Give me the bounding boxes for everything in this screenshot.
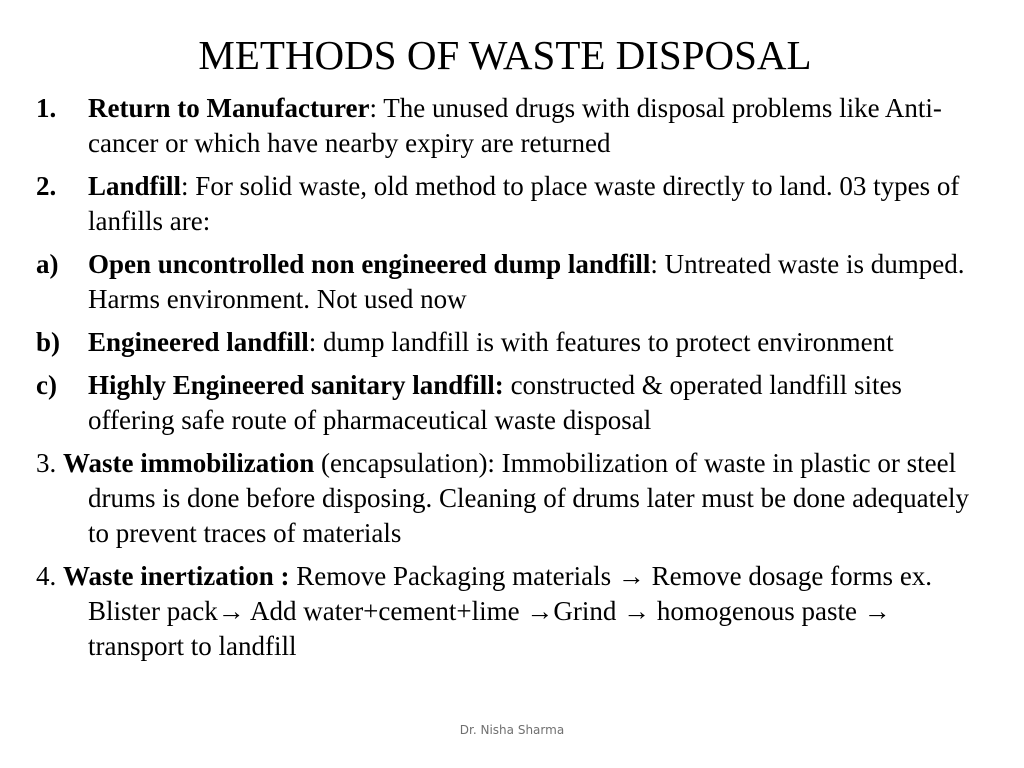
- list-marker: 2.: [36, 171, 57, 201]
- item-heading: Waste immobilization: [63, 448, 315, 478]
- slide-footer-author: Dr. Nisha Sharma: [459, 723, 565, 737]
- list-marker: 4.: [36, 561, 57, 591]
- list-marker: c): [36, 370, 57, 400]
- item-text: : Untreated waste is dumped. Harms environment. Not used now: [88, 249, 965, 314]
- slide-body: [36, 91, 986, 672]
- item-text: Remove Packaging materials → Remove dosage forms ex. Blister pack→ Add water+cement+lime →Grind → homogenous paste → transport to landfill: [88, 561, 933, 661]
- list-item-waste-inertization: [36, 559, 986, 664]
- item-text: : dump landfill is with features to protect environment: [308, 327, 894, 357]
- list-marker: 1.: [36, 93, 57, 123]
- item-text: : For solid waste, old method to place waste directly to land. 03 types of lanfills are:: [88, 171, 960, 236]
- item-heading: Highly Engineered sanitary landfill:: [88, 370, 504, 400]
- item-text: (encapsulation): Immobilization of waste in plastic or steel drums is done before disposing. Cleaning of drums later must be done adequately to prevent traces of materials: [88, 448, 970, 548]
- list-marker: a): [36, 249, 59, 279]
- item-text: constructed & operated landfill sites offering safe route of pharmaceutical waste disposal: [88, 370, 902, 435]
- list-marker: 3.: [36, 448, 57, 478]
- list-item-engineered-landfill: [36, 325, 986, 360]
- item-heading: Waste inertization :: [63, 561, 290, 591]
- item-text: : The unused drugs with disposal problems like Anti-cancer or which have nearby expiry are returned: [88, 93, 942, 158]
- list-item-return-to-manufacturer: [36, 91, 986, 161]
- list-item-landfill: [36, 169, 986, 239]
- item-heading: Engineered landfill: [88, 327, 309, 357]
- list-marker: b): [36, 327, 61, 357]
- list-item-waste-immobilization: [36, 446, 986, 551]
- slide-title: METHODS OF WASTE DISPOSAL: [198, 32, 812, 78]
- list-item-sanitary-landfill: [36, 368, 986, 438]
- list-item-open-dump-landfill: [36, 247, 986, 317]
- item-heading: Landfill: [88, 171, 182, 201]
- item-heading: Open uncontrolled non engineered dump landfill: [88, 249, 651, 279]
- item-heading: Return to Manufacturer: [88, 93, 370, 123]
